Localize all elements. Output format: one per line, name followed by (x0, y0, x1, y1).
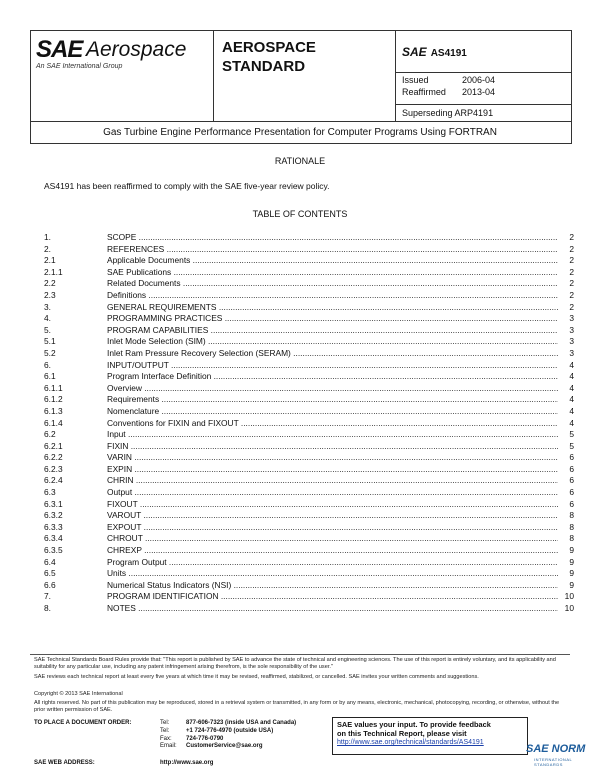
toc-entry-page: 6 (569, 487, 574, 498)
toc-entry-title: Nomenclature ..... (107, 406, 558, 418)
toc-entry-page: 8 (569, 510, 574, 521)
toc-entry[interactable] (44, 371, 574, 383)
toc-entry-number: 8. (44, 603, 51, 613)
toc-entry-title: INPUT/OUTPUT ..... (107, 360, 558, 372)
toc-entry-page: 4 (569, 405, 574, 416)
doc-prefix: SAE (402, 45, 427, 59)
web-value[interactable]: http://www.sae.org (160, 760, 214, 766)
toc-entry-page: 6 (569, 452, 574, 463)
toc-entry-title: Numerical Status Indicators (NSI) ..... (107, 580, 558, 592)
toc-entry-title: Applicable Documents ..... (107, 255, 558, 267)
toc-entry-number: 6.4 (44, 556, 56, 567)
order-label: TO PLACE A DOCUMENT ORDER: (34, 720, 132, 726)
toc-entry-number: 6.1.2 (44, 394, 63, 405)
standard-line2: STANDARD (222, 58, 306, 75)
rationale-heading: RATIONALE (274, 156, 326, 166)
toc-entry-number: 6.6 (44, 579, 56, 590)
toc-entry-title: SCOPE ..... (107, 232, 558, 244)
toc-entry-title: Program Interface Definition ..... (107, 371, 558, 383)
toc-entry-title: Output ..... (107, 487, 558, 499)
footer-rules: SAE Technical Standards Board Rules provide that: "This report is published by SAE to advance the state of technical and engineering sciences. The use of this report is entirely voluntary, and its applicability and suitability for any particular use, including any patent infringement arising therefrom, is the sole responsibility of the user." (34, 657, 556, 671)
toc-entry[interactable] (44, 360, 574, 372)
toc-entry[interactable] (44, 429, 574, 441)
toc-entry[interactable] (44, 267, 574, 279)
toc-entry[interactable] (44, 255, 574, 267)
toc-entry-title: Units ..... (107, 568, 558, 580)
toc-entry-page: 10 (564, 591, 574, 602)
toc-entry[interactable] (44, 557, 574, 569)
logo-subtitle: An SAE International Group (36, 63, 123, 70)
toc-entry-title: PROGRAMMING PRACTICES ..... (107, 313, 558, 325)
toc-entry[interactable] (44, 533, 574, 545)
toc-entry-page: 5 (569, 440, 574, 451)
toc-entry-title: Overview ..... (107, 383, 558, 395)
toc-entry[interactable] (44, 325, 574, 337)
rationale-text: AS4191 has been reaffirmed to comply with the SAE five-year review policy. (44, 181, 330, 191)
toc-entry-number: 2.1.1 (44, 266, 63, 277)
superseding: Superseding ARP4191 (402, 108, 494, 118)
fax-value: 724-776-0790 (186, 735, 224, 742)
toc-entry-page: 9 (569, 545, 574, 556)
toc-entry-number: 1. (44, 232, 51, 242)
toc-entry-title: Conventions for FIXIN and FIXOUT ..... (107, 418, 558, 430)
toc-entry-title: SAE Publications ..... (107, 267, 558, 279)
toc-entry-number: 2.1 (44, 255, 56, 266)
feedback-box (332, 717, 528, 755)
toc-entry[interactable] (44, 603, 574, 615)
toc-entry-page: 4 (569, 371, 574, 382)
toc-entry-title: FIXIN ..... (107, 441, 558, 453)
feedback-line1: SAE values your input. To provide feedback (337, 720, 491, 729)
toc-entry[interactable] (44, 348, 574, 360)
toc-entry-number: 3. (44, 301, 51, 312)
toc-entry-page: 2 (569, 232, 574, 242)
toc-entry-number: 6.3.1 (44, 498, 63, 509)
toc-entry-page: 2 (569, 301, 574, 312)
toc-entry-number: 6.2.4 (44, 475, 63, 486)
toc-entry-number: 6.3.3 (44, 521, 63, 532)
toc-entry[interactable] (44, 313, 574, 325)
toc-entry[interactable] (44, 452, 574, 464)
header-divider (395, 104, 571, 105)
standard-title (222, 38, 316, 76)
fax-label: Fax: (160, 735, 172, 742)
toc-entry-title: Inlet Mode Selection (SIM) ..... (107, 336, 558, 348)
toc-entry[interactable] (44, 290, 574, 302)
toc-entry-number: 6.2.2 (44, 452, 63, 463)
toc-entry-title: Program Output ..... (107, 557, 558, 569)
toc-entry[interactable] (44, 568, 574, 580)
toc-entry-number: 6.2.1 (44, 440, 63, 451)
header-divider (395, 72, 571, 73)
toc-entry[interactable] (44, 545, 574, 557)
issued-value: 2006-04 (462, 75, 496, 85)
email-value: CustomerService@sae.org (186, 743, 263, 750)
toc-entry[interactable] (44, 394, 574, 406)
toc-entry-title: Related Documents ..... (107, 278, 558, 290)
toc-entry-title: PROGRAM CAPABILITIES ..... (107, 325, 558, 337)
email-label: Email: (160, 743, 177, 750)
toc-entry[interactable] (44, 418, 574, 430)
toc-entry[interactable] (44, 441, 574, 453)
toc-entry-page: 9 (569, 579, 574, 590)
table-of-contents (44, 232, 574, 615)
toc-entry[interactable] (44, 464, 574, 476)
toc-entry-page: 4 (569, 382, 574, 393)
toc-heading: TABLE OF CONTENTS (252, 209, 348, 219)
toc-entry-page: 8 (569, 533, 574, 544)
toc-entry-number: 6.3 (44, 487, 56, 498)
standard-line1: AEROSPACE (222, 39, 316, 56)
toc-entry-number: 7. (44, 591, 51, 602)
logo-aerospace: Aerospace (86, 38, 187, 61)
toc-entry-page: 2 (569, 243, 574, 254)
toc-entry-page: 4 (569, 359, 574, 370)
toc-entry-page: 6 (569, 463, 574, 474)
toc-entry-page: 3 (569, 336, 574, 347)
toc-entry-title: CHROUT ..... (107, 533, 558, 545)
tel-label: Tel: (160, 720, 170, 726)
toc-entry[interactable] (44, 499, 574, 511)
header-divider (395, 30, 396, 121)
toc-entry-page: 2 (569, 278, 574, 289)
logo-sae: SAE (36, 36, 83, 63)
issued-label: Issued (402, 75, 429, 85)
toc-entry-page: 4 (569, 394, 574, 405)
toc-entry-number: 6.1 (44, 371, 56, 382)
toc-entry-page: 6 (569, 475, 574, 486)
tel2-label: Tel: (160, 727, 170, 734)
toc-entry-number: 6.3.5 (44, 545, 63, 556)
toc-entry-number: 5.1 (44, 336, 56, 347)
toc-entry-page: 9 (569, 568, 574, 579)
footer-rights: All rights reserved. No part of this publication may be reproduced, stored in a retrieval system or transmitted, in any form or by any means, electronic, mechanical, photocopying, recording, or otherwise, without the prior written permission of SAE. (34, 700, 560, 714)
toc-entry[interactable] (44, 278, 574, 290)
doc-number-value: AS4191 (430, 48, 467, 59)
toc-entry-page: 3 (569, 324, 574, 335)
toc-entry-page: 2 (569, 266, 574, 277)
toc-entry-page: 10 (564, 603, 574, 613)
toc-entry-number: 4. (44, 313, 51, 324)
toc-entry-title: CHRIN ..... (107, 475, 558, 487)
toc-entry[interactable] (44, 580, 574, 592)
toc-entry-title: GENERAL REQUIREMENTS ..... (107, 302, 558, 314)
toc-entry-title: VARIN ..... (107, 452, 558, 464)
toc-entry-number: 6. (44, 359, 51, 370)
reaffirmed-value: 2013-04 (462, 87, 496, 97)
toc-entry-number: 6.1.4 (44, 417, 63, 428)
toc-entry[interactable] (44, 383, 574, 395)
tel2-value: +1 724-776-4970 (outside USA) (186, 727, 274, 734)
footer-copyright: Copyright © 2013 SAE International (34, 691, 123, 697)
document-title: Gas Turbine Engine Performance Presentation for Computer Programs Using FORTRAN (103, 127, 497, 138)
toc-entry-page: 3 (569, 347, 574, 358)
footer-divider (30, 654, 570, 655)
toc-entry[interactable] (44, 487, 574, 499)
toc-entry[interactable] (44, 510, 574, 522)
toc-entry[interactable] (44, 522, 574, 534)
toc-entry-number: 6.3.2 (44, 510, 63, 521)
watermark-logo: SAE NORM (526, 743, 586, 755)
toc-entry[interactable] (44, 591, 574, 603)
toc-entry-page: 8 (569, 521, 574, 532)
feedback-link[interactable]: http://www.sae.org/technical/standards/AS4191 (337, 739, 484, 746)
toc-entry-page: 6 (569, 498, 574, 509)
toc-entry-number: 6.5 (44, 568, 56, 579)
order-labels (160, 720, 177, 751)
toc-entry-number: 6.1.3 (44, 405, 63, 416)
toc-entry-page: 5 (569, 429, 574, 440)
toc-entry-title: EXPOUT ..... (107, 522, 558, 534)
doc-number (402, 45, 467, 59)
feedback-line2: on this Technical Report, please visit (337, 729, 467, 738)
toc-entry-title: Requirements ..... (107, 394, 558, 406)
toc-entry-number: 2.3 (44, 289, 56, 300)
toc-entry-title: CHREXP ..... (107, 545, 558, 557)
toc-entry-number: 6.2 (44, 429, 56, 440)
web-label: SAE WEB ADDRESS: (34, 760, 95, 766)
toc-entry-page: 3 (569, 313, 574, 324)
toc-entry-number: 2.2 (44, 278, 56, 289)
toc-entry[interactable] (44, 336, 574, 348)
toc-entry-title: EXPIN ..... (107, 464, 558, 476)
toc-entry[interactable] (44, 244, 574, 256)
reaffirmed-label: Reaffirmed (402, 87, 446, 97)
toc-entry-title: NOTES ..... (107, 603, 558, 615)
toc-entry-page: 9 (569, 556, 574, 567)
order-values (186, 720, 296, 751)
toc-entry-number: 6.3.4 (44, 533, 63, 544)
toc-entry-title: Definitions ..... (107, 290, 558, 302)
toc-entry-page: 4 (569, 417, 574, 428)
toc-entry-number: 5. (44, 324, 51, 335)
toc-entry-page: 2 (569, 289, 574, 300)
footer-review: SAE reviews each technical report at least every five years at which time it may be revised, reaffirmed, stabilized, or cancelled. SAE invites your written comments and suggestions. (34, 674, 479, 680)
toc-entry[interactable] (44, 232, 574, 244)
issued-row (402, 75, 429, 85)
toc-entry-number: 6.2.3 (44, 463, 63, 474)
toc-entry-title: VAROUT ..... (107, 510, 558, 522)
toc-entry[interactable] (44, 302, 574, 314)
tel-value: 877-606-7323 (inside USA and Canada) (186, 720, 297, 726)
toc-entry-title: FIXOUT ..... (107, 499, 558, 511)
toc-entry-page: 2 (569, 255, 574, 266)
header-divider (213, 30, 214, 121)
toc-entry-number: 5.2 (44, 347, 56, 358)
toc-entry[interactable] (44, 475, 574, 487)
toc-entry-title: PROGRAM IDENTIFICATION ..... (107, 591, 558, 603)
toc-entry-title: REFERENCES ..... (107, 244, 558, 256)
toc-entry-title: Inlet Ram Pressure Recovery Selection (SERAM) ..... (107, 348, 558, 360)
toc-entry-number: 6.1.1 (44, 382, 63, 393)
toc-entry[interactable] (44, 406, 574, 418)
toc-entry-title: Input ..... (107, 429, 558, 441)
watermark-subtitle: INTERNATIONAL STANDARDS (534, 757, 573, 767)
toc-entry-number: 2. (44, 243, 51, 254)
